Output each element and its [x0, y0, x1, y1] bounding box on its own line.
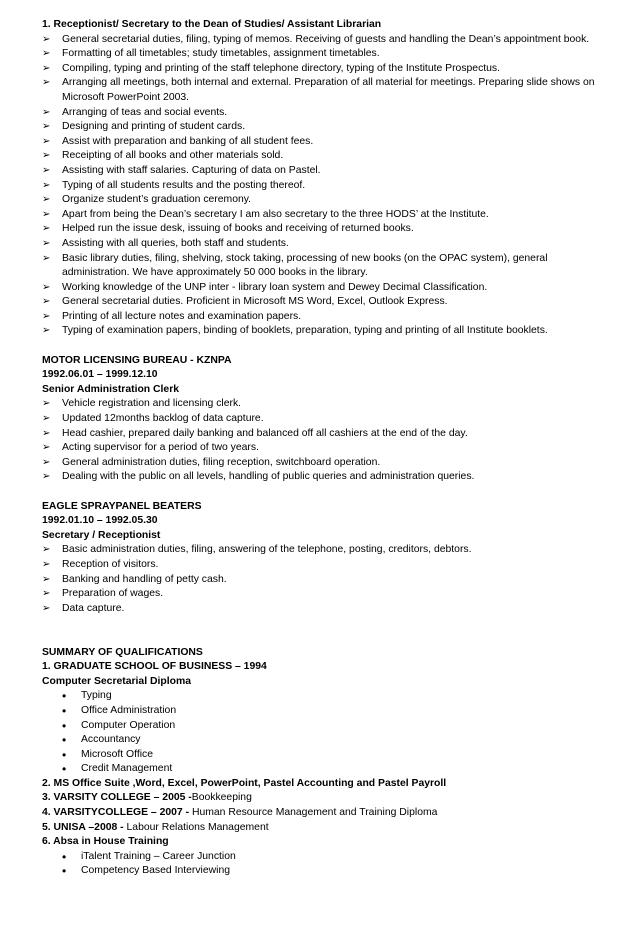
subject-item: • Microsoft Office — [42, 748, 597, 763]
duty-item: ➢ Assisting with staff salaries. Capturing of data on Pastel. — [42, 164, 597, 179]
duty-item: ➢ Organize student’s graduation ceremony. — [42, 193, 597, 208]
duty-item: ➢ Acting supervisor for a period of two years. — [42, 441, 597, 456]
duty-item: ➢ General administration duties, filing reception, switchboard operation. — [42, 456, 597, 471]
duty-item: ➢ Updated 12months backlog of data capture. — [42, 412, 597, 427]
subject-item: • Accountancy — [42, 733, 597, 748]
qualification-2: 2. MS Office Suite ,Word, Excel, PowerPoint, Pastel Accounting and Pastel Payroll — [42, 777, 447, 789]
qualification-5 — [42, 821, 597, 836]
job3-duties — [42, 543, 597, 616]
duty-item: ➢ Reception of visitors. — [42, 558, 597, 573]
job3-dates: 1992.01.10 – 1992.05.30 — [42, 515, 158, 527]
qualification-6-items — [42, 850, 597, 879]
duty-item: ➢ Arranging of teas and social events. — [42, 106, 597, 121]
job1-title: 1. Receptionist/ Secretary to the Dean of Studies/ Assistant Librarian — [42, 19, 382, 30]
duty-item: ➢ Working knowledge of the UNP inter - library loan system and Dewey Decimal Classification. — [42, 281, 597, 296]
qualification-4 — [42, 806, 597, 821]
duty-item: ➢ Basic administration duties, filing, answering of the telephone, posting, creditors, debtors. — [42, 543, 597, 558]
duty-item: ➢ Typing of examination papers, binding of booklets, preparation, typing and printing of all Institute booklets. — [42, 324, 597, 339]
duty-item: ➢ Typing of all students results and the posting thereof. — [42, 179, 597, 194]
qualification-6: 6. Absa in House Training — [42, 836, 169, 848]
qualification-3-label: 3. VARSITY COLLEGE – 2005 - — [42, 792, 192, 804]
qualifications-heading: SUMMARY OF QUALIFICATIONS — [42, 646, 203, 658]
qualification-1-subjects — [42, 689, 597, 777]
duty-item: ➢ Designing and printing of student cards. — [42, 120, 597, 135]
qualification-4-label: 4. VARSITYCOLLEGE – 2007 - — [42, 807, 190, 819]
duty-item: ➢ General secretarial duties, filing, typing of memos. Receiving of guests and handling the Dean’s appointment book. — [42, 33, 597, 48]
job2-dates: 1992.06.01 – 1999.12.10 — [42, 369, 158, 381]
duty-item: ➢ Compiling, typing and printing of the staff telephone directory, typing of the Institute Prospectus. — [42, 62, 597, 77]
job2-position: Senior Administration Clerk — [42, 383, 180, 395]
subject-item: • Typing — [42, 689, 597, 704]
cv-page — [42, 18, 597, 879]
duty-item: ➢ Vehicle registration and licensing clerk. — [42, 397, 597, 412]
duty-item: ➢ Banking and handling of petty cash. — [42, 573, 597, 588]
duty-item: ➢ Assist with preparation and banking of all student fees. — [42, 135, 597, 150]
duty-item: ➢ Printing of all lecture notes and examination papers. — [42, 310, 597, 325]
subject-item: • Credit Management — [42, 762, 597, 777]
duty-item: ➢ Preparation of wages. — [42, 587, 597, 602]
subject-item: • Computer Operation — [42, 719, 597, 734]
spacer — [42, 339, 597, 354]
qualification-1-diploma: Computer Secretarial Diploma — [42, 675, 191, 687]
spacer — [42, 631, 597, 646]
job1-duties — [42, 33, 597, 339]
qualification-5-detail: Labour Relations Management — [123, 821, 269, 833]
qualification-4-detail: Human Resource Management and Training Diploma — [189, 807, 438, 819]
training-item: • iTalent Training – Career Junction — [42, 850, 597, 865]
duty-item: ➢ Helped run the issue desk, issuing of books and receiving of returned books. — [42, 222, 597, 237]
qualification-5-label: 5. UNISA –2008 - — [42, 821, 124, 833]
duty-item: ➢ Formatting of all timetables; study timetables, assignment timetables. — [42, 47, 597, 62]
training-item: • Competency Based Interviewing — [42, 864, 597, 879]
spacer — [42, 616, 597, 631]
duty-item: ➢ Receipting of all books and other materials sold. — [42, 149, 597, 164]
duty-item: ➢ Arranging all meetings, both internal and external. Preparation of all material for meetings. Preparing slide shows on Microsoft PowerPoint 2003. — [42, 76, 597, 105]
job2-employer: MOTOR LICENSING BUREAU - KZNPA — [42, 354, 232, 366]
duty-item: ➢ Assisting with all queries, both staff and students. — [42, 237, 597, 252]
duty-item: ➢ General secretarial duties. Proficient in Microsoft MS Word, Excel, Outlook Express. — [42, 295, 597, 310]
qualification-3 — [42, 791, 597, 806]
qualification-1: 1. GRADUATE SCHOOL OF BUSINESS – 1994 — [42, 661, 267, 673]
duty-item: ➢ Apart from being the Dean’s secretary I am also secretary to the three HODS’ at the Institute. — [42, 208, 597, 223]
duty-item: ➢ Dealing with the public on all levels, handling of public queries and administration queries. — [42, 470, 597, 485]
duty-item: ➢ Head cashier, prepared daily banking and balanced off all cashiers at the end of the day. — [42, 427, 597, 442]
duty-item: ➢ Data capture. — [42, 602, 597, 617]
job3-employer: EAGLE SPRAYPANEL BEATERS — [42, 500, 202, 512]
duty-item: ➢ Basic library duties, filing, shelving, stock taking, processing of new books (on the OPAC system), general administration. We have approximately 50 000 books in the library. — [42, 252, 597, 281]
spacer — [42, 485, 597, 500]
job2-duties — [42, 397, 597, 485]
job3-position: Secretary / Receptionist — [42, 529, 161, 541]
subject-item: • Office Administration — [42, 704, 597, 719]
qualification-3-detail: Bookkeeping — [191, 792, 252, 804]
